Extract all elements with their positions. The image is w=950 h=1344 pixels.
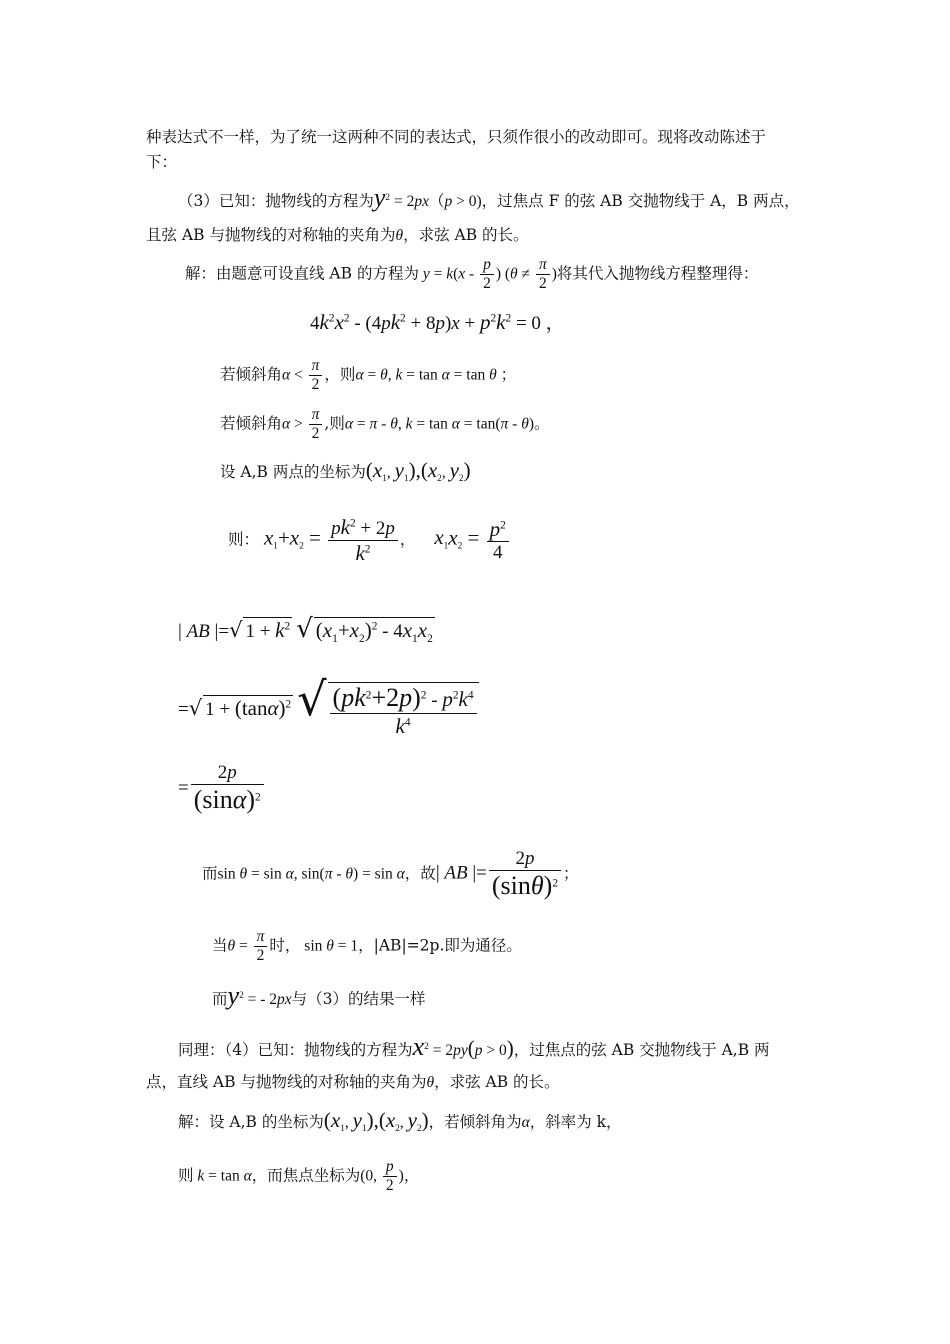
quadratic-equation: $4k^2x^2 - (4pk^2 + 8p)x + p^2k^2 = 0$ ，: [310, 310, 565, 334]
ab-length-sin: = $\frac{2p}{(\sin\alpha)^2}$: [178, 762, 266, 815]
vieta-formulas: 则： $x_1+x_2$ = $\frac{pk^2 + 2p}{k^2}$ ， $x_1x_2$ = $\frac{p^2}{4}$: [228, 515, 511, 566]
points-coordinates: 设 A,B 两点的坐标为($x_1$, $y_1),(x_2$, $y_2$): [220, 458, 471, 485]
solution-line-equation: 解：由题意可设直线 AB 的方程为 y = k(x - $\frac{p}{2}$ ) (θ ≠ $\frac{\pi}{2}$ )将其代入抛物线方程整理得：: [185, 256, 759, 292]
problem-4-line2: 点，直线 AB 与抛物线的对称轴的夹角为θ，求弦 AB 的长。: [146, 1073, 560, 1091]
case-obtuse: 若倾斜角α > $\frac{\pi}{2}$ ,则α = π - θ, k = tan α = tan(π - θ)。: [220, 406, 550, 442]
solution-4-focus: 则 k = tan α，而焦点坐标为(0, $\frac{p}{2}$ )，: [178, 1158, 420, 1194]
solution-4-points: 解：设 A,B 的坐标为($x_1$, $y_1),(x_2$, $y_2$)，若倾斜角为α，斜率为 k，: [178, 1108, 622, 1135]
latus-rectum: 当θ = $\frac{\pi}{2}$ 时， sin θ = 1，|AB|=2p.即为通径。: [212, 928, 522, 964]
problem-4-line1: 同理：（4）已知：抛物线的方程为$x^2 = 2py(p > 0)$，过焦点的弦 AB 交抛物线于 A,B 两: [178, 1032, 770, 1061]
negative-case: 而$y^2$ = - 2px与（3）的结果一样: [212, 981, 426, 1010]
ab-length-formula: | AB |=√ $1 + k^2$ √ $(x_1+x_2)^2 - 4x_1x_2$: [178, 614, 433, 645]
sin-identity: 而sin θ = sin α, sin(π - θ) = sin α，故| AB |= $\frac{2p}{(\sin\theta)^2}$ ；: [202, 848, 579, 900]
problem-3-line2: 且弦 AB 与抛物线的对称轴的夹角为θ，求弦 AB 的长。: [146, 226, 529, 244]
case-acute: 若倾斜角α < $\frac{\pi}{2}$ ，则α = θ, k = tan α = tan θ ；: [220, 357, 517, 393]
paragraph-intro-2: 下：: [146, 153, 178, 171]
problem-3-line1: （3）已知：抛物线的方程为$y^2 = 2px(p > 0)$，过焦点 F 的弦 AB 交抛物线于 A，B 两点，: [178, 183, 800, 212]
paragraph-intro-1: 种表达式不一样，为了统一这两种不同的表达式，只须作很小的改动即可。现将改动陈述于: [146, 128, 767, 146]
ab-length-tan: =√ $1 + (\tan\alpha)^2$ √ $\frac{(pk^2+2p)^2 - p^2k^4}{k^4}$: [178, 672, 481, 738]
